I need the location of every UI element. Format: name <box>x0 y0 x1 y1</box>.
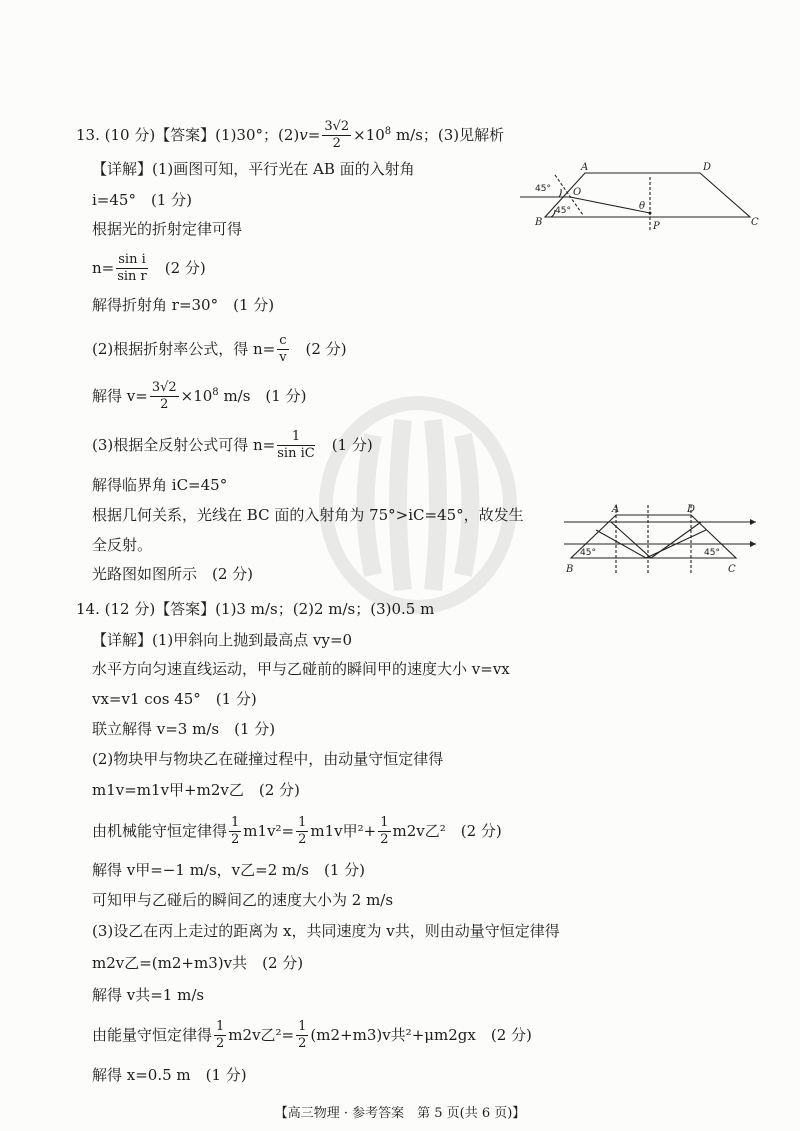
q14-line-13: 由能量守恒定律得 $\frac{1}{2}$ m2v乙²= $\frac{1}{2}$ (m2+m3)v共²+μm2gx (2 分) <box>92 1019 532 1052</box>
q13-header: 13. (10 分)【答案】(1)30°；(2)v= $\frac{3√2}{2}$ $\times 10^8$ m/s；(3)见解析 <box>76 119 505 152</box>
label-d: D <box>703 162 712 173</box>
q14-line-3: vx=v1 cos 45° (1 分) <box>92 690 257 708</box>
page-footer: 【高三物理 · 参考答案 第 5 页(共 6 页)】 <box>274 1106 526 1121</box>
q14-header: 14. (12 分)【答案】(1)3 m/s；(2)2 m/s；(3)0.5 m <box>76 600 435 618</box>
q14-line-11: m2v乙=(m2+m3)v共 (2 分) <box>92 954 304 972</box>
label-p: P <box>653 221 660 232</box>
q13-line-1: 【详解】(1)画图可知，平行光在 AB 面的入射角 <box>92 160 415 178</box>
q13-line-4: n= $\frac{\text{sin i}}{\text{sin r}}$ (2 分) <box>92 252 206 285</box>
label-theta: θ <box>639 201 646 212</box>
angle-label-3: 45° <box>580 548 596 558</box>
label-b-2: B <box>566 564 574 575</box>
q13-line-8: (3)根据全反射公式可得 n= $\frac{1}{\text{sin iC}}$ (1 分) <box>92 429 373 462</box>
q13-line-2: i=45° (1 分) <box>92 191 192 209</box>
watermark-logo <box>318 395 518 615</box>
label-a: A <box>581 162 589 173</box>
q13-line-7: 解得 v= $\frac{3√2}{2}$ $\times 10^8$ m/s (1 分) <box>92 380 307 413</box>
reflected-path-2 <box>611 522 701 558</box>
label-o: O <box>573 187 582 198</box>
q14-line-1: 【详解】(1)甲斜向上抛到最高点 vy=0 <box>92 631 353 649</box>
q14-line-6: m1v=m1v甲+m2v乙 (2 分) <box>92 781 300 799</box>
q14-line-7: 由机械能守恒定律得 $\frac{1}{2}$ m1v²= $\frac{1}{2}$ m1v甲²+ $\frac{1}{2}$ m2v乙² (2 分) <box>92 815 502 848</box>
q14-line-12: 解得 v共=1 m/s <box>92 986 205 1004</box>
label-c: C <box>751 217 759 228</box>
q14-line-14: 解得 x=0.5 m (1 分) <box>92 1066 247 1084</box>
label-a-2: A <box>612 504 620 515</box>
q13-line-9: 解得临界角 iC=45° <box>92 476 228 494</box>
q13-line-6: (2)根据折射率公式，得 n= $\frac{c}{v}$ (2 分) <box>92 333 347 366</box>
q14-line-9: 可知甲与乙碰后的瞬间乙的速度大小为 2 m/s <box>92 891 394 909</box>
angle-label-2: 45° <box>555 206 571 216</box>
q14-line-10: (3)设乙在丙上走过的距离为 x，共同速度为 v共，则由动量守恒定律得 <box>92 922 560 940</box>
label-b: B <box>535 217 543 228</box>
angle-label-4: 45° <box>704 548 720 558</box>
q14-line-8: 解得 v甲=−1 m/s，v乙=2 m/s (1 分) <box>92 861 366 879</box>
refraction-figure <box>515 155 765 235</box>
label-c-2: C <box>728 564 736 575</box>
q14-line-2: 水平方向匀速直线运动，甲与乙碰前的瞬间甲的速度大小 v=vx <box>92 660 510 678</box>
light-path-figure <box>556 500 761 578</box>
q14-line-5: (2)物块甲与物块乙在碰撞过程中，由动量守恒定律得 <box>92 750 444 768</box>
q14-line-4: 联立解得 v=3 m/s (1 分) <box>92 720 276 738</box>
q13-line-10: 根据几何关系，光线在 BC 面的入射角为 75°>iC=45°，故发生 <box>92 506 524 524</box>
q13-line-11: 全反射。 <box>92 536 153 554</box>
refracted-ray <box>570 197 650 213</box>
angle-label-1: 45° <box>535 184 551 194</box>
angle-arc-1 <box>559 189 561 197</box>
q13-line-5: 解得折射角 r=30° (1 分) <box>92 296 275 314</box>
q13-line-12: 光路图如图所示 (2 分) <box>92 565 254 583</box>
label-d-2: D <box>687 504 696 515</box>
q13-line-3: 根据光的折射定律可得 <box>92 220 243 238</box>
